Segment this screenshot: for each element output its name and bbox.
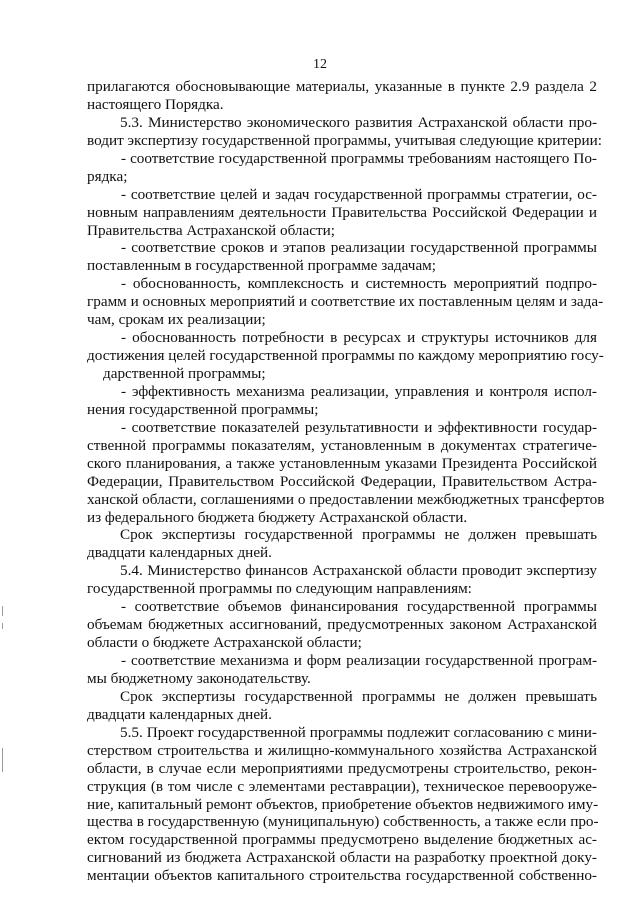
text-line: 5.5. Проект государственной программы подлежит согласованию с мини-: [120, 723, 597, 741]
text-line: поставленным в государственной программе задачам;: [87, 257, 437, 275]
text-line: настоящего Порядка.: [87, 95, 224, 113]
text-line: - эффективность механизма реализации, управления и контроля испол-: [121, 382, 597, 400]
text-line: - обоснованность, комплексность и системность мероприятий подпро-: [121, 275, 597, 293]
text-line: Срок экспертизы государственной программы не должен превышать: [120, 687, 597, 705]
text-line: струкция (в том числе с элементами реставрации), техническое перевооруже-: [87, 777, 597, 795]
text-line: стерством строительства и жилищно-коммунального хозяйства Астраханской: [87, 741, 597, 759]
text-line: сигнований из бюджета Астраханской области на разработку проектной доку-: [87, 849, 597, 867]
text-line: двадцати календарных дней.: [87, 705, 272, 723]
text-line: ственной программы показателям, установленным в документах стратегиче-: [87, 436, 597, 454]
text-line: государственной программы по следующим направлениям:: [87, 580, 472, 598]
text-line: щества в государственную (муниципальную) собственность, а также если про-: [87, 813, 599, 831]
text-line: нения государственной программы;: [87, 400, 319, 418]
text-line: из федерального бюджета бюджету Астраханской области.: [87, 508, 468, 526]
text-line: 5.3. Министерство экономического развития Астраханской области про-: [120, 113, 597, 131]
text-line: - обоснованность потребности в ресурсах и структуры источников для: [121, 329, 597, 347]
text-line: водит экспертизу государственной программы, учитывая следующие критерии:: [87, 131, 602, 149]
text-line: ментации объектов капитального строительства государственной собственно-: [87, 867, 597, 885]
text-line: ектом государственной программы предусмотрено выделение бюджетных ас-: [87, 831, 597, 849]
text-line: прилагаются обосновывающие материалы, указанные в пункте 2.9 раздела 2: [87, 78, 597, 95]
text-line: Срок экспертизы государственной программы не должен превышать: [120, 526, 597, 544]
text-line: - соответствие государственной программы требованиям настоящего По-: [121, 149, 597, 167]
page-number: 12: [313, 57, 327, 72]
text-line: области о бюджете Астраханской области;: [87, 634, 362, 652]
scan-edge-mark: [2, 606, 3, 616]
text-line: ханской области, соглашениями о предоставлении межбюджетных трансфертов: [87, 490, 605, 508]
text-line: 5.4. Министерство финансов Астраханской области проводит экспертизу: [120, 562, 597, 580]
text-line: - соответствие целей и задач государственной программы стратегии, ос-: [121, 185, 597, 203]
text-line: мы бюджетному законодательству.: [87, 669, 311, 687]
text-line: достижения целей государственной программы по каждому мероприятию госу-: [87, 347, 604, 365]
text-line: новным направлениям деятельности Правительства Российской Федерации и: [87, 203, 597, 221]
text-line: области, в случае если мероприятиями предусмотрены строительство, рекон-: [87, 759, 597, 777]
text-line: - соответствие показателей результативности и эффективности государ-: [121, 418, 597, 436]
scan-edge-mark: [2, 748, 3, 772]
text-line: Правительства Астраханской области;: [87, 221, 335, 239]
document-body: [87, 78, 605, 885]
text-line: - соответствие механизма и форм реализации государственной програм-: [121, 652, 597, 669]
scan-edge-mark: [2, 623, 3, 629]
text-line: ского планирования, а также установленным указами Президента Российской: [87, 454, 597, 472]
text-line: объемам бюджетных ассигнований, предусмотренных законом Астраханской: [87, 616, 597, 634]
text-line: дарственной программы;: [103, 365, 266, 382]
text-line: рядка;: [87, 167, 128, 185]
text-line: Федерации, Правительством Российской Федерации, Правительством Астра-: [87, 472, 597, 490]
text-line: ние, капитальный ремонт объектов, приобретение объектов недвижимого иму-: [87, 795, 599, 813]
text-line: двадцати календарных дней.: [87, 544, 272, 562]
text-line: - соответствие объемов финансирования государственной программы: [121, 598, 597, 616]
text-line: - соответствие сроков и этапов реализации государственной программы: [121, 239, 597, 257]
text-line: чам, срокам их реализации;: [87, 311, 266, 329]
text-line: грамм и основных мероприятий и соответствие их поставленным целям и зада-: [87, 293, 604, 311]
